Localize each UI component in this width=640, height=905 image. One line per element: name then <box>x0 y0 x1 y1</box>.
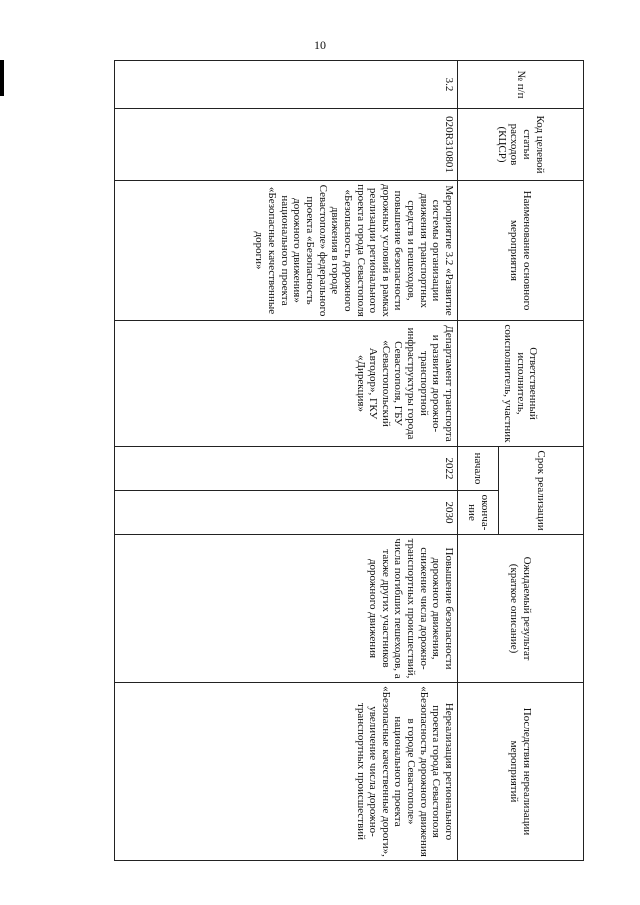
cell-responsible: Департамент транспорта и развития дорожно-транспортной инфраструктуры города Севастополя, ГБУ «Севастопольский Автодор», ГКУ «Дирекция» <box>115 321 458 447</box>
header-name: Наименование основного мероприятия <box>458 181 584 321</box>
cell-name: Мероприятие 3.2 «Развитие системы организации движения транспортных средств и пешеходов, повышение безопасности дорожных условий в рамках реализации регионального проекта города Севастополя «Безопасность дорожного движения в городе Севастополе» федерального проекта «Безопасность дорожного движения» национального проекта «Безопасные качественные дороги» <box>115 181 458 321</box>
cell-result: Повышение безопасности дорожного движения, снижение числа дорожно-транспортных происшествий, числа погибших пешеходов, а также других участников дорожного движения <box>115 535 458 683</box>
page-number: 10 <box>314 38 326 52</box>
header-consequences: Последствия нереализации мероприятий <box>458 683 584 861</box>
table-row <box>115 61 458 861</box>
cell-consequences: Нереализация регионального проекта города Севастополя «Безопасность дорожного движения в городе Севастополе» национального проекта «Безопасные качественные дороги», увеличение числа дорожно-транспортных происшествий <box>115 683 458 861</box>
header-term: Срок реализации <box>499 447 584 535</box>
cell-end: 2030 <box>115 491 458 535</box>
header-term-start: начало <box>458 447 499 491</box>
margin-mark <box>0 60 4 96</box>
header-num: № п/п <box>458 61 584 109</box>
cell-code: 020R310801 <box>115 109 458 181</box>
header-result: Ожидаемый результат (краткое описание) <box>458 535 584 683</box>
cell-start: 2022 <box>115 447 458 491</box>
cell-num: 3.2 <box>115 61 458 109</box>
header-responsible: Ответственный исполнитель, соисполнитель, участник <box>458 321 584 447</box>
activities-table <box>114 60 584 861</box>
header-code: Код целевой статьи расходов (КЦСР) <box>458 109 584 181</box>
header-term-end: оконча-ние <box>458 491 499 535</box>
rotated-table-container <box>52 60 584 860</box>
